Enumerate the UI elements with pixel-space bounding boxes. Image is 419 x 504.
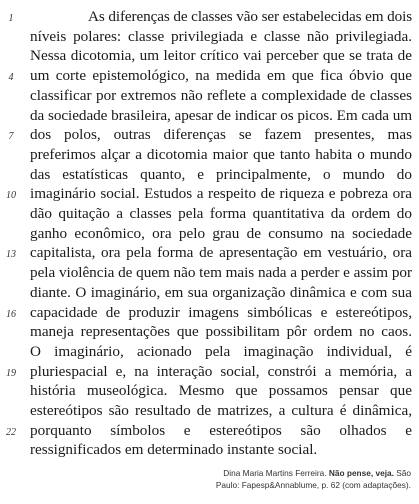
- passage-line: [0, 86, 419, 106]
- source-title: Não pense, veja.: [328, 468, 394, 478]
- line-number: 10: [6, 190, 16, 202]
- line-text: história museológica. Mesmo que possamos pensar que: [30, 382, 412, 400]
- line-text: As diferenças de classes vão ser estabelecidas em dois: [88, 8, 412, 25]
- line-text: ressignificados em determinado instante social.: [30, 441, 318, 459]
- passage-line: [0, 421, 419, 441]
- line-number: 13: [6, 249, 16, 261]
- line-text: dão quitação a classes pela forma quantitativa da ordem do: [30, 205, 412, 222]
- passage-line: [0, 263, 419, 283]
- passage-line: [0, 184, 419, 204]
- line-text: das estatísticas quanto, e principalmente, o mundo do: [30, 165, 412, 183]
- source-publisher-start: São: [396, 468, 411, 478]
- line-text: ganho econômico, ora pelo grau de consumo na sociedade: [30, 224, 412, 242]
- passage-line: [0, 46, 419, 66]
- passage-line: [0, 224, 419, 244]
- line-text: imaginário social. Estudos a respeito de riqueza e pobreza ora: [30, 185, 412, 203]
- passage-line: [0, 7, 419, 27]
- line-text: maneja representações que possibilitam pôr ordem no caos.: [30, 323, 412, 341]
- passage-line: [0, 322, 419, 342]
- passage-line: [0, 362, 419, 382]
- line-number: 4: [8, 72, 14, 84]
- line-text: pela violência de quem não tem mais nada a perder e assim por: [30, 264, 412, 282]
- passage-line: [0, 440, 419, 460]
- source-publisher-rest: Paulo: Fapesp&Annablume, p. 62 (com adaptações).: [215, 480, 411, 490]
- passage-line: [0, 125, 419, 145]
- line-text: classificar por extremos não reflete a complexidade de classes: [30, 86, 412, 104]
- line-number: 16: [6, 308, 16, 320]
- line-number: 19: [6, 367, 16, 379]
- passage-line: [0, 27, 419, 47]
- line-number: 1: [8, 13, 14, 24]
- passage-line: [0, 342, 419, 362]
- line-text: estereótipos são resultado de matrizes, a cultura é dinâmica,: [30, 402, 412, 419]
- line-text: Nessa dicotomia, um leitor crítico vai perceber que se trata de: [30, 47, 412, 65]
- passage-line: [0, 165, 419, 185]
- line-text: preferimos alçar a dicotomia maior que tanto habita o mundo: [30, 145, 412, 163]
- line-text: dos polos, outras diferenças se fazem presentes, mas: [30, 126, 412, 144]
- line-text: capacidade de produzir imagens simbólicas e estereótipos,: [30, 303, 412, 321]
- passage-line: [0, 401, 419, 421]
- line-text: níveis polares: classe privilegiada e classe não privilegiada.: [30, 27, 412, 45]
- line-text: da sociedade brasileira, apesar de indicar os picos. Em cada um: [30, 106, 412, 124]
- passage-line: [0, 243, 419, 263]
- passage-line: [0, 66, 419, 86]
- line-number: 22: [6, 426, 16, 438]
- line-number: 7: [8, 131, 14, 143]
- passage-line: [0, 145, 419, 165]
- line-text: diante. O imaginário, em sua organização dinâmica e com sua: [30, 283, 412, 301]
- line-text: O imaginário, acionado pela imaginação individual, é: [30, 342, 412, 360]
- line-text: capitalista, ora pela forma de apresentação em vestuário, ora: [30, 244, 412, 262]
- passage-line: [0, 283, 419, 303]
- passage-line: [0, 303, 419, 323]
- source-author: Dina Maria Martins Ferreira.: [223, 468, 327, 478]
- passage-line: [0, 381, 419, 401]
- passage-line: [0, 106, 419, 126]
- source-citation: [216, 467, 411, 491]
- line-text: pluriespacial e, na interação social, constrói a memória, a: [30, 362, 412, 380]
- passage-line: [0, 204, 419, 224]
- line-text: um corte epistemológico, na medida em que fica óbvio que: [30, 67, 412, 85]
- line-text: porquanto símbolos e estereótipos são olhados e: [30, 421, 412, 439]
